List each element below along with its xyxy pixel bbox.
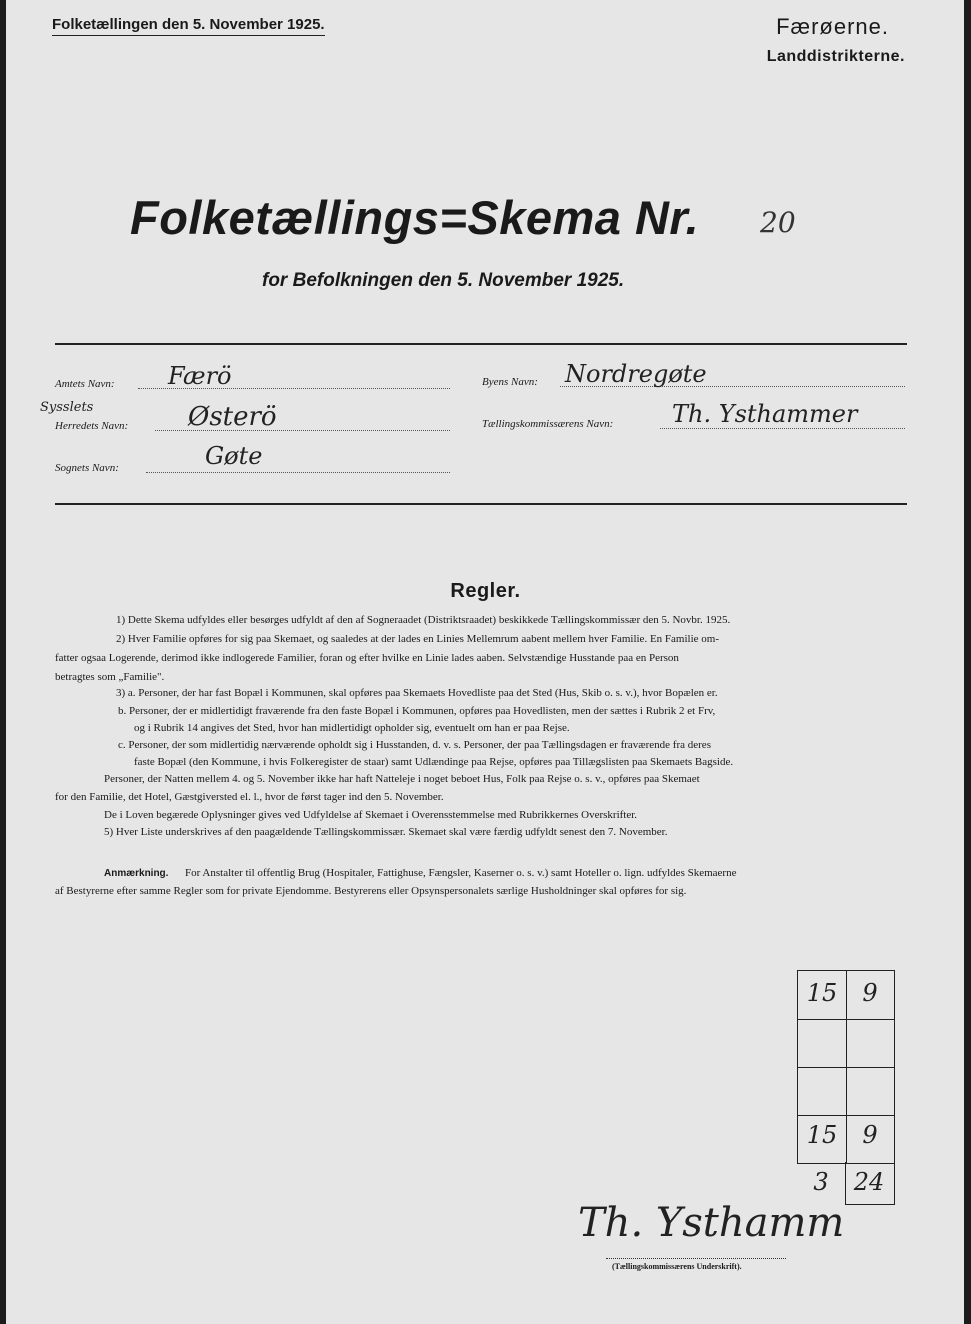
rule-line: 1) Dette Skema udfyldes eller besørges udfyldt af den af Sogneraadet (Distriktsraadet) beskikkede Tællingskommissær den 5. Novbr. 1925. — [116, 614, 731, 626]
note-text-line: af Bestyrerne efter samme Regler som for private Ejendomme. Bestyrerens eller Opsynspersonalets særlige Husholdninger skal opføres for sig. — [55, 885, 687, 897]
by-label: Byens Navn: — [482, 376, 538, 388]
sogn-field-line — [146, 472, 450, 473]
kommissaer-field-line — [660, 428, 905, 429]
rule-line: faste Bopæl (den Kommune, i hvis Folkeregister de staar) samt Udlændinge paa Rejse, opføres paa Tillægslisten paa Skemaets Bagside. — [134, 756, 734, 768]
rule-line: for den Familie, det Hotel, Gæstgiversted el. l., hvor de først tager ind den 5. November. — [55, 791, 444, 803]
rule-line: 2) Hver Familie opføres for sig paa Skemaet, og saaledes at der lades en Linies Mellemrum aabent mellem hver Familie. En Familie om- — [116, 633, 719, 645]
tally-cell: 15 — [806, 1121, 838, 1149]
tally-cell: 15 — [806, 979, 838, 1007]
herred-label: Herredets Navn: — [55, 420, 129, 432]
header-district-type: Landdistrikterne. — [766, 48, 905, 65]
form-title: Folketællings=Skema Nr. — [130, 191, 700, 244]
sogn-value: Gøte — [205, 442, 263, 470]
rule-line: De i Loven begærede Oplysninger gives ved Udfyldelse af Skemaet i Overensstemmelse med Rubrikkernes Overskrifter. — [104, 809, 638, 821]
rule-line: c. Personer, der som midlertidig nærværende opholdt sig i Husstanden, d. v. s. Personer, der paa Tællingsdagen er fraværende fra deres — [118, 739, 711, 751]
by-value: Nordregøte — [565, 360, 707, 388]
rule-line: fatter ogsaa Logerende, derimod ikke indlogerede Familier, foran og efter hvilke en Linie lades aaben. Selvstændige Husstande paa en Person — [55, 652, 679, 664]
herred-prefix-handwritten: Sysslets — [40, 400, 94, 415]
signature-caption: (Tællingskommissærens Underskrift). — [612, 1262, 742, 1271]
rules-heading: Regler. — [450, 580, 521, 602]
rule-line: og i Rubrik 14 angives det Sted, hvor han midlertidigt opholder sig, eventuelt om han er paa Rejse. — [134, 722, 570, 734]
signature-line — [606, 1258, 786, 1259]
tally-total-right: 24 — [853, 1168, 885, 1196]
kommissaer-value: Th. Ysthammer — [672, 400, 858, 428]
tally-cell: 9 — [862, 1121, 878, 1149]
header-census-date: Folketællingen den 5. November 1925. — [52, 16, 325, 36]
rule-line: betragtes som „Familie". — [55, 671, 165, 683]
signature-handwritten: Th. Ysthamm — [578, 1200, 845, 1246]
tally-row-divider — [798, 1115, 894, 1116]
kommissaer-label: Tællingskommissærens Navn: — [482, 418, 614, 430]
tally-box — [797, 970, 895, 1164]
rule-line: 5) Hver Liste underskrives af den paagældende Tællingskommissær. Skemaet skal være færdig udfyldt senest den 7. November. — [104, 826, 668, 838]
note-label: Anmærkning. — [104, 868, 169, 879]
tally-row-divider — [798, 1067, 894, 1068]
header-region: Færøerne. — [776, 14, 889, 39]
herred-value: Østerö — [188, 402, 277, 432]
divider-bottom — [55, 503, 907, 505]
divider-top — [55, 343, 907, 345]
amt-value: Færö — [168, 362, 232, 390]
rule-line: b. Personer, der er midlertidigt fraværende fra den faste Bopæl i Kommunen, opføres paa Hovedlisten, men der sættes i Rubrik 2 et Frv, — [118, 705, 716, 717]
rule-line: Personer, der Natten mellem 4. og 5. November ikke har haft Natteleje i noget beboet Hus, Folk paa Rejse o. s. v., opføres paa Skemaet — [104, 773, 700, 785]
form-number-handwritten: 20 — [760, 206, 796, 239]
tally-cell: 9 — [862, 979, 878, 1007]
sogn-label: Sognets Navn: — [55, 462, 119, 474]
note-text-line: For Anstalter til offentlig Brug (Hospitaler, Fattighuse, Fængsler, Kaserner o. s. v.) samt Hoteller o. lign. udfyldes Skemaerne — [185, 867, 737, 879]
amt-label: Amtets Navn: — [55, 378, 115, 390]
form-subtitle: for Befolkningen den 5. November 1925. — [262, 270, 625, 291]
tally-row-divider — [798, 1019, 894, 1020]
scan-edge-right — [964, 0, 971, 1324]
tally-total-left: 3 — [813, 1168, 829, 1196]
rule-line: 3) a. Personer, der har fast Bopæl i Kommunen, skal opføres paa Skemaets Hovedliste paa det Sted (Hus, Skib o. s. v.), hvor Bopælen er. — [116, 687, 718, 699]
